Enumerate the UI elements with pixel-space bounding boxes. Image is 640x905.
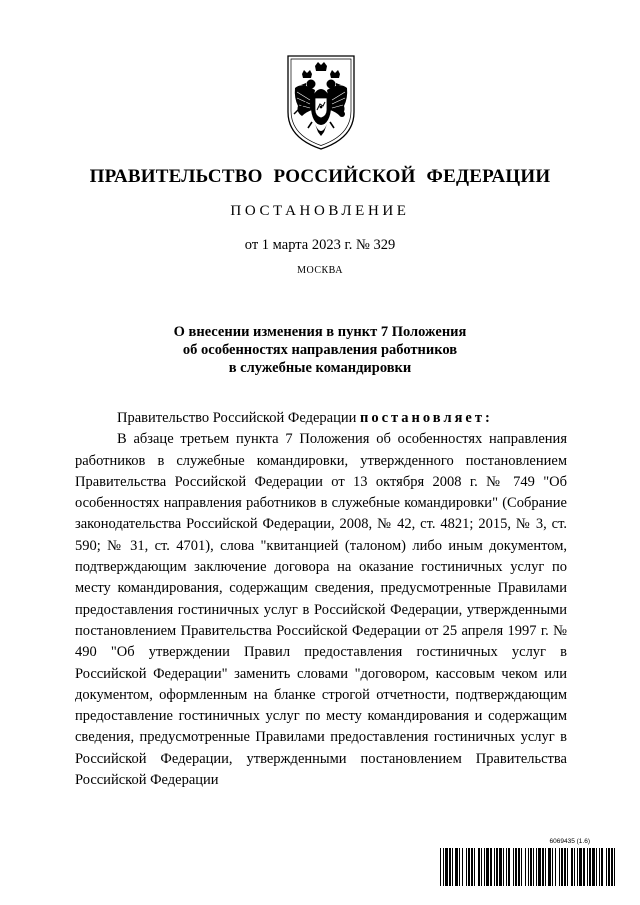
preamble-text: Правительство Российской Федерации: [117, 410, 360, 426]
subject-line: об особенностях направления работников: [182, 342, 458, 358]
document-body: [75, 408, 567, 791]
subject-line: в служебные командировки: [228, 360, 412, 376]
document-type: ПОСТАНОВЛЕНИЕ: [230, 203, 410, 219]
subject-line: О внесении изменения в пункт 7 Положения: [173, 324, 467, 340]
government-title: ПРАВИТЕЛЬСТВО РОССИЙСКОЙ ФЕДЕРАЦИИ: [89, 166, 551, 187]
document-date-number: от 1 марта 2023 г. № 329: [244, 237, 396, 253]
body-paragraph: В абзаце третьем пункта 7 Положения об особенностях направления работников в служебные командировки, утвержденного постановлением Правительства Российской Федерации от 13 октября 2008 г. № 749 "Об особенностях направления работников в служебные командировки" (Собрание законодательства Российской Федерации, 2008, № 42, ст. 4821; 2015, № 3, ст. 590; № 31, ст. 4701), слова "квитанцией (талоном) либо иным документом, подтверждающим заключение договора на оказание гостиничных услуг по месту командирования, содержащим сведения, предусмотренные Правилами предоставления гостиничных услуг в Российской Федерации, утвержденными постановлением Правительства Российской Федерации от 25 апреля 1997 г. № 490 "Об утверждении Правил предоставления гостиничных услуг в Российской Федерации" заменить словами "договором, кассовым чеком или документом, оформленным на бланке строгой отчетности, подтверждающим предоставление гостиничных услуг по месту командирования и содержащим сведения, предусмотренные Правилами предоставления гостиничных услуг в Российской Федерации, утвержденными постановлением Правительства Российской Федерации: [75, 431, 567, 789]
coat-of-arms-icon: [282, 52, 360, 152]
barcode-number: 6069435 (1.6): [549, 838, 590, 845]
barcode-icon: [440, 848, 618, 886]
document-subject: [0, 323, 640, 377]
preamble-decree-word: постановляет:: [359, 410, 493, 426]
document-city: МОСКВА: [297, 265, 343, 276]
barcode-block: [440, 838, 618, 888]
preamble: [75, 408, 567, 429]
